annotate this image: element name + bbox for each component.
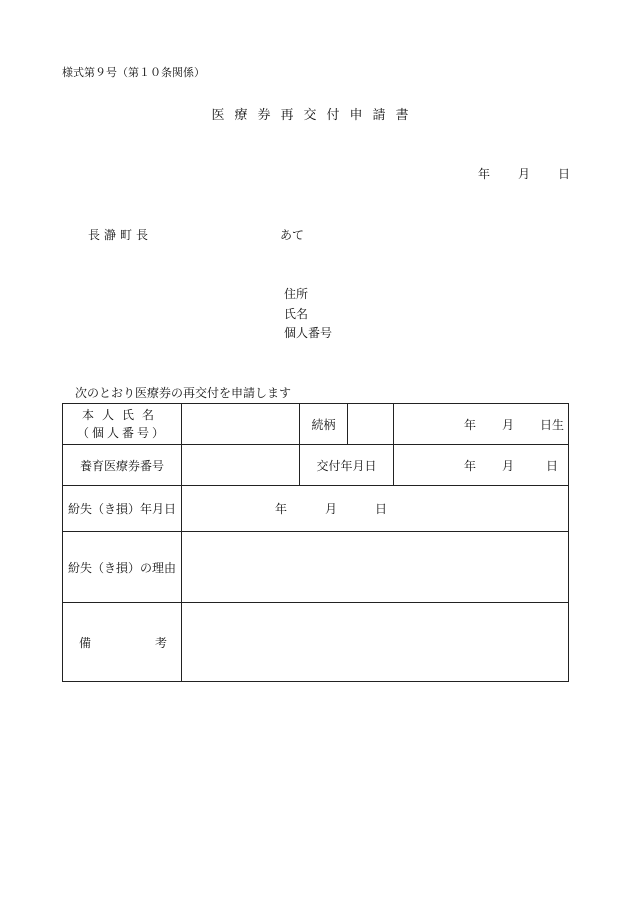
issue-year-label: 年 xyxy=(464,458,477,473)
birthdate-field[interactable] xyxy=(394,404,569,445)
person-name-field[interactable] xyxy=(182,404,300,445)
addressee-suffix: あて xyxy=(280,228,305,242)
table-row xyxy=(63,445,569,486)
application-table xyxy=(62,403,569,682)
birth-year-label: 年 xyxy=(464,417,477,432)
loss-year-label: 年 xyxy=(275,502,288,516)
issue-month-label: 月 xyxy=(502,458,515,473)
application-date xyxy=(478,165,570,182)
remarks-label-right: 考 xyxy=(154,635,167,650)
table-row xyxy=(63,486,569,532)
person-number-label: （個人番号） xyxy=(76,426,167,440)
date-day-label: 日 xyxy=(558,167,571,181)
addressee: 長瀞町長 xyxy=(88,228,153,242)
birth-month-label: 月 xyxy=(502,417,515,432)
loss-reason-field[interactable] xyxy=(182,532,569,603)
loss-day-label: 日 xyxy=(375,502,388,516)
address-label: 住所 xyxy=(284,287,309,301)
medical-cert-number-field[interactable] xyxy=(182,445,300,486)
loss-date-field[interactable] xyxy=(182,486,569,532)
issue-day-label: 日 xyxy=(546,458,559,473)
intro-text: 次のとおり医療券の再交付を申請します xyxy=(75,386,292,400)
person-name-label: 本人氏名 xyxy=(81,408,162,422)
person-name-label-cell xyxy=(63,404,182,445)
relationship-field[interactable] xyxy=(348,404,394,445)
issue-date-label: 交付年月日 xyxy=(300,445,394,486)
date-year-label: 年 xyxy=(478,167,491,181)
loss-date-label: 紛失（き損）年月日 xyxy=(63,486,182,532)
table-row xyxy=(63,603,569,682)
table-row xyxy=(63,404,569,445)
birth-suffix-label: 日生 xyxy=(540,417,565,432)
remarks-field[interactable] xyxy=(182,603,569,682)
date-month-label: 月 xyxy=(518,167,531,181)
my-number-label: 個人番号 xyxy=(284,326,333,340)
loss-reason-label: 紛失（き損）の理由 xyxy=(63,532,182,603)
name-label: 氏名 xyxy=(284,306,309,321)
applicant-block xyxy=(284,285,332,344)
loss-month-label: 月 xyxy=(325,502,338,516)
form-number: 様式第９号（第１０条関係） xyxy=(62,66,205,79)
issue-date-field[interactable] xyxy=(394,445,569,486)
remarks-label-left: 備 xyxy=(79,635,92,650)
relationship-label: 続柄 xyxy=(300,404,348,445)
table-row xyxy=(63,532,569,603)
remarks-label-cell xyxy=(63,603,182,682)
document-title: 医療券再交付申請書 xyxy=(211,108,419,123)
medical-cert-number-label: 養育医療券番号 xyxy=(63,445,182,486)
